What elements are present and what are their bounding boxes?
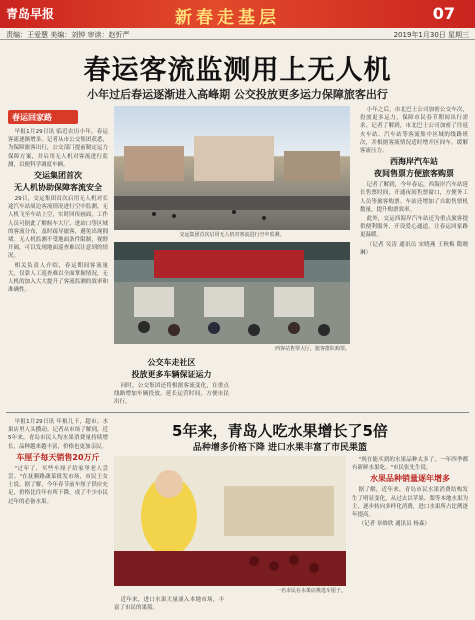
b3-byline: （记者 章维欣 通讯员 杨森） (358, 521, 430, 528)
lead-paragraph: 早报1月29日讯 临近农历小年，春运客流逐渐增多。记者从市公交集团获悉，为保障旅客出行，公交部门提前制定运力保障方案，并启用无人机对客流进行监测，以便科学调度车辆。 (8, 129, 108, 168)
section1-body: 29日，交运集团首次启用无人机对长途汽车站周边客流情况进行空中监测。无人机飞至车站上空，实时回传画面，工作人员可据此了解候车大厅、进站口等区域的客流分布，及时疏导旅客，避免出现拥堵。无人机监测不受地面条件限制，视野开阔，可以发现地面巡查难以注意到的情况。 (8, 196, 108, 260)
masthead-banner (0, 0, 475, 28)
right-body3: 此外，交运西海岸汽车站还为重点旅客提供便利服务，开设爱心通道，让春运回家路更温暖。 (360, 216, 468, 239)
fruit-photo-image (114, 456, 346, 586)
column-title: 新春走基层 (175, 8, 280, 28)
b3-body2: 据了解，近年来，青岛市民水果消费结构发生了明显变化，从过去以苹果、梨等本地水果为主，逐步转向多样化消费，进口水果所占比例逐年提高。 (352, 487, 468, 519)
b1-title: 车厘子每天销售20万斤 (16, 452, 100, 462)
b2-body: 近年来，进口水果大量涌入本地市场，丰富了市民的果篮。 (114, 597, 224, 612)
mid-title: 公交车走社区 (147, 358, 196, 367)
section1-title2: 无人机协助保障客流安全 (14, 183, 102, 193)
editor-credits: 责编：王爱慧 美编：刘钟 审读：赵忻严 (6, 31, 130, 39)
right-section-title2: 夜间售票方便旅客购票 (374, 169, 454, 179)
aerial-photo-image (114, 106, 350, 230)
bottom-right-column (352, 456, 468, 616)
right-section-title: 西海岸汽车站 (390, 157, 438, 167)
b3-body: "现在能买到的水果品种太多了，一年四季都有新鲜水果吃。"市民张先生说。 (352, 457, 468, 472)
left-column (8, 128, 108, 400)
right-byline: （记者 吴涛 通讯员 宋晓燕 王秋梅 隋晓琳） (360, 241, 468, 256)
fruit-photo (114, 456, 346, 586)
mid-column (114, 356, 229, 416)
b1-body: 早报1月29日讯 年根儿下，超市、水果店里人头攒动。记者从市场了解到，近5年来，青岛市民人均水果消费量持续增长，品种越来越丰富，价格也更加亲民。 (8, 419, 108, 450)
b1-body2: "过年了，买些车厘子给家里老人尝尝。"在抚顺路蔬菜批发市场，市民王女士说。据了解，今年春节前车厘子供应充足，价格比往年有所下降，成了不少市民过年的必备水果。 (8, 465, 108, 505)
ticket-hall-image (114, 242, 350, 344)
right-body1: 小年之后，市北巴士公司加密公交车次，投放更多运力，保障市民春节期间出行需求。记者了解到，市北巴士公司加密了往返火车站、汽车站等客流集中区域的线路班次，并根据客流情况适时增开区间车，缓解客流压力。 (360, 107, 468, 155)
ticket-hall-photo (114, 242, 350, 344)
bottom-mid-column (114, 596, 224, 618)
issue-date: 2019年1月30日 星期三 (393, 31, 469, 39)
b3-title: 水果品种销量逐年增多 (370, 474, 450, 484)
section-badge: 春运回家路 (8, 110, 78, 124)
bottom-left-column (8, 418, 108, 616)
editor-line (0, 28, 475, 40)
second-headline: 5年来，青岛人吃水果增长了5倍 (172, 422, 388, 440)
second-subheadline: 品种增多价格下降 进口水果丰富了市民果篮 (192, 443, 368, 453)
photo2-caption: 西客站售票大厅，旅客排队购票。 (274, 346, 350, 352)
aerial-photo (114, 106, 350, 230)
main-subheadline: 小年过后春运逐渐进入高峰期 公交投放更多运力保障旅客出行 (87, 88, 388, 101)
right-body2: 记者了解到，今年春运，西海岸汽车站延长售票时间，开通夜间售票窗口，方便务工人员等旅客购票。车站还增加了自助售票机数量，提升购票效率。 (360, 182, 468, 213)
right-column (360, 106, 468, 406)
section-divider (6, 412, 469, 413)
section1-body2: 相关负责人介绍，春运期间客流量大，仅靠人工巡查难以全面掌握情况，无人机的加入大大提升了客流监测的效率和准确性。 (8, 262, 108, 294)
section1-title: 交运集团首次 (34, 171, 82, 181)
photo1-caption: 交运集团首次启用无人机对客流进行空中监测。 (179, 232, 285, 238)
mid-title2: 投放更多车辆保证运力 (131, 370, 212, 379)
main-headline: 春运客流监测用上无人机 (83, 55, 392, 86)
page-number: 07 (432, 4, 455, 23)
newspaper-logo: 青岛早报 (6, 7, 55, 21)
mid-body: 同时，公交集团还将根据客流变化，在重点线路增加车辆投放，延长运营时间，方便市民出行。 (114, 383, 229, 406)
photo3-caption: 一名市民在水果店挑选车厘子。 (275, 588, 346, 594)
